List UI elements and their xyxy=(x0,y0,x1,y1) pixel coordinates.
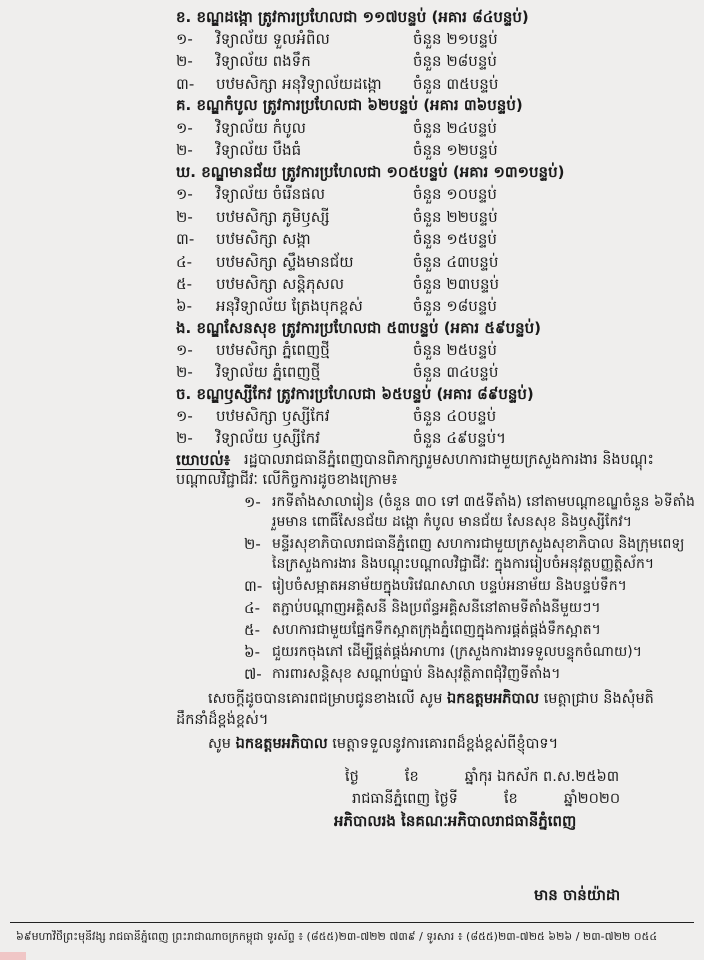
task-text: មន្ទីរសុខាភិបាលរាជធានីភ្នំពេញ សហការជាមួយក្រសួងសុខាភិបាល និងក្រុមពេទ្យ xyxy=(272,536,685,552)
closing-paragraph-1-cont: ដឹកនាំដ៏ខ្ពង់ខ្ពស់។ xyxy=(176,712,269,728)
note-line-2: បណ្តាលវិជ្ជាជីវៈ លើកិច្ចការដូចខាងក្រោម៖ xyxy=(176,472,398,488)
item-quantity: ចំនួន ៤៩បន្ទប់។ xyxy=(413,429,507,447)
footer-address: ៦៩មហាវិថីព្រះមុនីវង្ស រាជធានីភ្នំពេញ ព្រះរាជាណាចក្រកម្ពុជា ទូរស័ព្ទ ៖ (៨៥៥)២៣-៧២២ ៧៣៩ / ទូរសារ ៖ (៨៥៥)២៣-៧២៥ ៦២៦ / ២៣-៧២២ ០៥៤ xyxy=(16,930,658,943)
item-quantity: ចំនួន ៤០បន្ទប់ xyxy=(413,407,497,425)
item-quantity: ចំនួន ៤៣បន្ទប់ xyxy=(413,253,499,271)
closing-text: មេត្តាជ្រាប និងសុំមតិ xyxy=(539,691,654,707)
task-text-cont: រួមមាន ពោធិ៍សែនជ័យ ដង្កោ កំបូល មានជ័យ សែនសុខ និងឫស្សីកែវ។ xyxy=(272,514,633,530)
item-name: បឋមសិក្សា ភូមិឫស្សី xyxy=(216,208,330,226)
task-text: ការពារសន្តិសុខ សណ្តាប់ធ្នាប់ និងសុវត្ថិភាពជុំវិញទីតាំង។ xyxy=(272,666,561,682)
task-number: ១- xyxy=(244,493,261,511)
item-name: វិទ្យាល័យ ពងទឹក xyxy=(216,52,311,70)
item-name: វិទ្យាល័យ ចំរើនផល xyxy=(216,185,325,203)
item-name: បឋមសិក្សា អនុវិទ្យាល័យដង្កោ xyxy=(216,75,382,93)
governor-title: ឯកឧត្តមអភិបាល xyxy=(447,691,540,707)
item-quantity: ចំនួន ៣៤បន្ទប់ xyxy=(413,363,499,381)
note-label-text: យោបល់៖ xyxy=(176,451,231,469)
item-number: ២- xyxy=(176,141,193,159)
task-text: តភ្ជាប់បណ្តាញអគ្គិសនី និងប្រព័ន្ធអគ្គិសនីនៅតាមទីតាំងនីមួយៗ។ xyxy=(272,600,601,616)
note-line-1: រដ្ឋបាលរាជធានីភ្នំពេញបានពិភាក្សារួមសហការជាមួយក្រសួងការងារ និងបណ្តុះ xyxy=(244,452,654,468)
item-number: ២- xyxy=(176,429,193,447)
item-name: បឋមសិក្សា សន្តិភុសល xyxy=(216,275,345,293)
item-quantity: ចំនួន ៣៥បន្ទប់ xyxy=(413,75,499,93)
footer-divider xyxy=(10,922,694,923)
signatory-name: មាន ចាន់យ៉ាដា xyxy=(534,886,621,904)
item-quantity: ចំនួន ១០បន្ទប់ xyxy=(413,185,497,203)
lunar-date: ថ្ងៃ ខែ ឆ្នាំកុរ ឯកស័ក ព.ស.២៥៦៣ xyxy=(345,769,620,785)
item-number: ២- xyxy=(176,52,193,70)
item-quantity: ចំនួន ២៨បន្ទប់ xyxy=(413,52,497,70)
section-heading: ង. ខណ្ឌសែនសុខ ត្រូវការប្រហែលជា ៥៣បន្ទប់ (អគារ ៥៩បន្ទប់) xyxy=(176,319,542,337)
item-number: ៣- xyxy=(176,75,195,93)
item-quantity: ចំនួន ១៥បន្ទប់ xyxy=(413,230,497,248)
item-name: បឋមសិក្សា សង្កា xyxy=(216,230,311,248)
item-name: វិទ្យាល័យ ទួលអំពិល xyxy=(216,30,330,48)
item-quantity: ចំនួន ១២បន្ទប់ xyxy=(413,141,498,159)
item-number: ១- xyxy=(176,341,193,359)
item-number: ៦- xyxy=(176,297,193,315)
item-name: បឋមសិក្សា ស្ទឹងមានជ័យ xyxy=(216,253,354,271)
task-text-cont: នៃក្រសួងការងារ និងបណ្តុះបណ្តាលវិជ្ជាជីវៈ ក្នុងការរៀបចំអនុវត្តបញ្ញត្តិស័ក។ xyxy=(272,556,655,572)
item-number: ៤- xyxy=(176,253,193,271)
section-heading: ឃ. ខណ្ឌមានជ័យ ត្រូវការប្រហែលជា ១០៥បន្ទប់ (អគារ ១៣១បន្ទប់) xyxy=(176,163,565,181)
closing-paragraph-2 xyxy=(208,735,558,753)
item-name: វិទ្យាល័យ កំបូល xyxy=(216,119,306,137)
task-text: សហការជាមួយផ្នែកទឹកស្អាតក្រុងភ្នំពេញក្នុងការផ្គត់ផ្គង់ទឹកស្អាត។ xyxy=(272,622,601,638)
item-quantity: ចំនួន ២៣បន្ទប់ xyxy=(413,275,500,293)
item-number: ១- xyxy=(176,407,193,425)
item-name: អនុវិទ្យាល័យ ត្រែងបុកខ្ពស់ xyxy=(216,297,363,315)
note-label xyxy=(176,451,230,469)
section-heading: គ. ខណ្ឌកំបូល ត្រូវការប្រហែលជា ៦២បន្ទប់ (អគារ ៣៦បន្ទប់) xyxy=(176,96,523,114)
closing-paragraph-1 xyxy=(208,690,654,708)
task-number: ២- xyxy=(244,535,261,553)
task-text: ជួយរកចុងភៅ ដើម្បីផ្គត់ផ្គង់អាហារ (ក្រសួងការងារទទួលបន្ទុកចំណាយ)។ xyxy=(272,644,642,660)
item-quantity: ចំនួន ២៥បន្ទប់ xyxy=(413,341,497,359)
closing-text: សេចក្តីដូចបានគោរពជម្រាបជូនខាងលើ សូម xyxy=(208,691,448,707)
item-quantity: ចំនួន ២១បន្ទប់ xyxy=(413,30,498,48)
task-number: ៦- xyxy=(244,643,261,661)
task-text: រៀបចំសម្អាតអនាម័យក្នុងបរិវេណសាលា បន្ទប់អនាម័យ និងបន្ទប់ទឹក។ xyxy=(272,578,627,594)
task-number: ៤- xyxy=(244,599,261,617)
section-heading: ខ. ខណ្ឌដង្កោ ត្រូវការប្រហែលជា ១១៧បន្ទប់ (អគារ ៨៤បន្ទប់) xyxy=(176,8,529,26)
item-name: វិទ្យាល័យ ភ្នំពេញថ្មី xyxy=(216,363,321,381)
item-quantity: ចំនួន ១៨បន្ទប់ xyxy=(413,297,497,315)
closing-text: សូម xyxy=(208,736,236,752)
section-heading: ច. ខណ្ឌឫស្សីកែវ ត្រូវការប្រហែលជា ៦៥បន្ទប់ (អគារ ៨៩បន្ទប់) xyxy=(176,385,534,403)
task-number: ៣- xyxy=(244,577,263,595)
item-name: វិទ្យាល័យ ឫស្សីកែវ xyxy=(216,429,320,447)
item-name: វិទ្យាល័យ បឹងធំ xyxy=(216,141,302,159)
item-number: ២- xyxy=(176,363,193,381)
item-number: ១- xyxy=(176,119,193,137)
item-name: បឋមសិក្សា ឫស្សីកែវ xyxy=(216,407,330,425)
item-number: ១- xyxy=(176,30,193,48)
item-quantity: ចំនួន ២៤បន្ទប់ xyxy=(413,119,497,137)
task-text: រកទីតាំងសាលារៀន (ចំនួន ៣០ ទៅ ៣៥ទីតាំង) នៅតាមបណ្តាខណ្ឌចំនួន ៦ទីតាំង xyxy=(272,494,695,510)
item-quantity: ចំនួន ២២បន្ទប់ xyxy=(413,208,498,226)
item-name: បឋមសិក្សា ភ្នំពេញថ្មី xyxy=(216,341,330,359)
red-mark xyxy=(0,952,26,960)
item-number: ៥- xyxy=(176,275,193,293)
solar-date: រាជធានីភ្នំពេញ ថ្ងៃទី ខែ ឆ្នាំ២០២០ xyxy=(352,791,621,807)
signatory-position: អភិបាលរង នៃគណៈអភិបាលរាជធានីភ្នំពេញ xyxy=(334,812,577,830)
item-number: ៣- xyxy=(176,230,195,248)
task-number: ៧- xyxy=(244,665,262,683)
governor-title: ឯកឧត្តមអភិបាល xyxy=(235,736,328,752)
task-number: ៥- xyxy=(244,621,261,639)
item-number: ២- xyxy=(176,208,193,226)
item-number: ១- xyxy=(176,185,193,203)
closing-text: មេត្តាទទួលនូវការគោរពដ៏ខ្ពង់ខ្ពស់ពីខ្ញុំបាទ។ xyxy=(327,736,559,752)
